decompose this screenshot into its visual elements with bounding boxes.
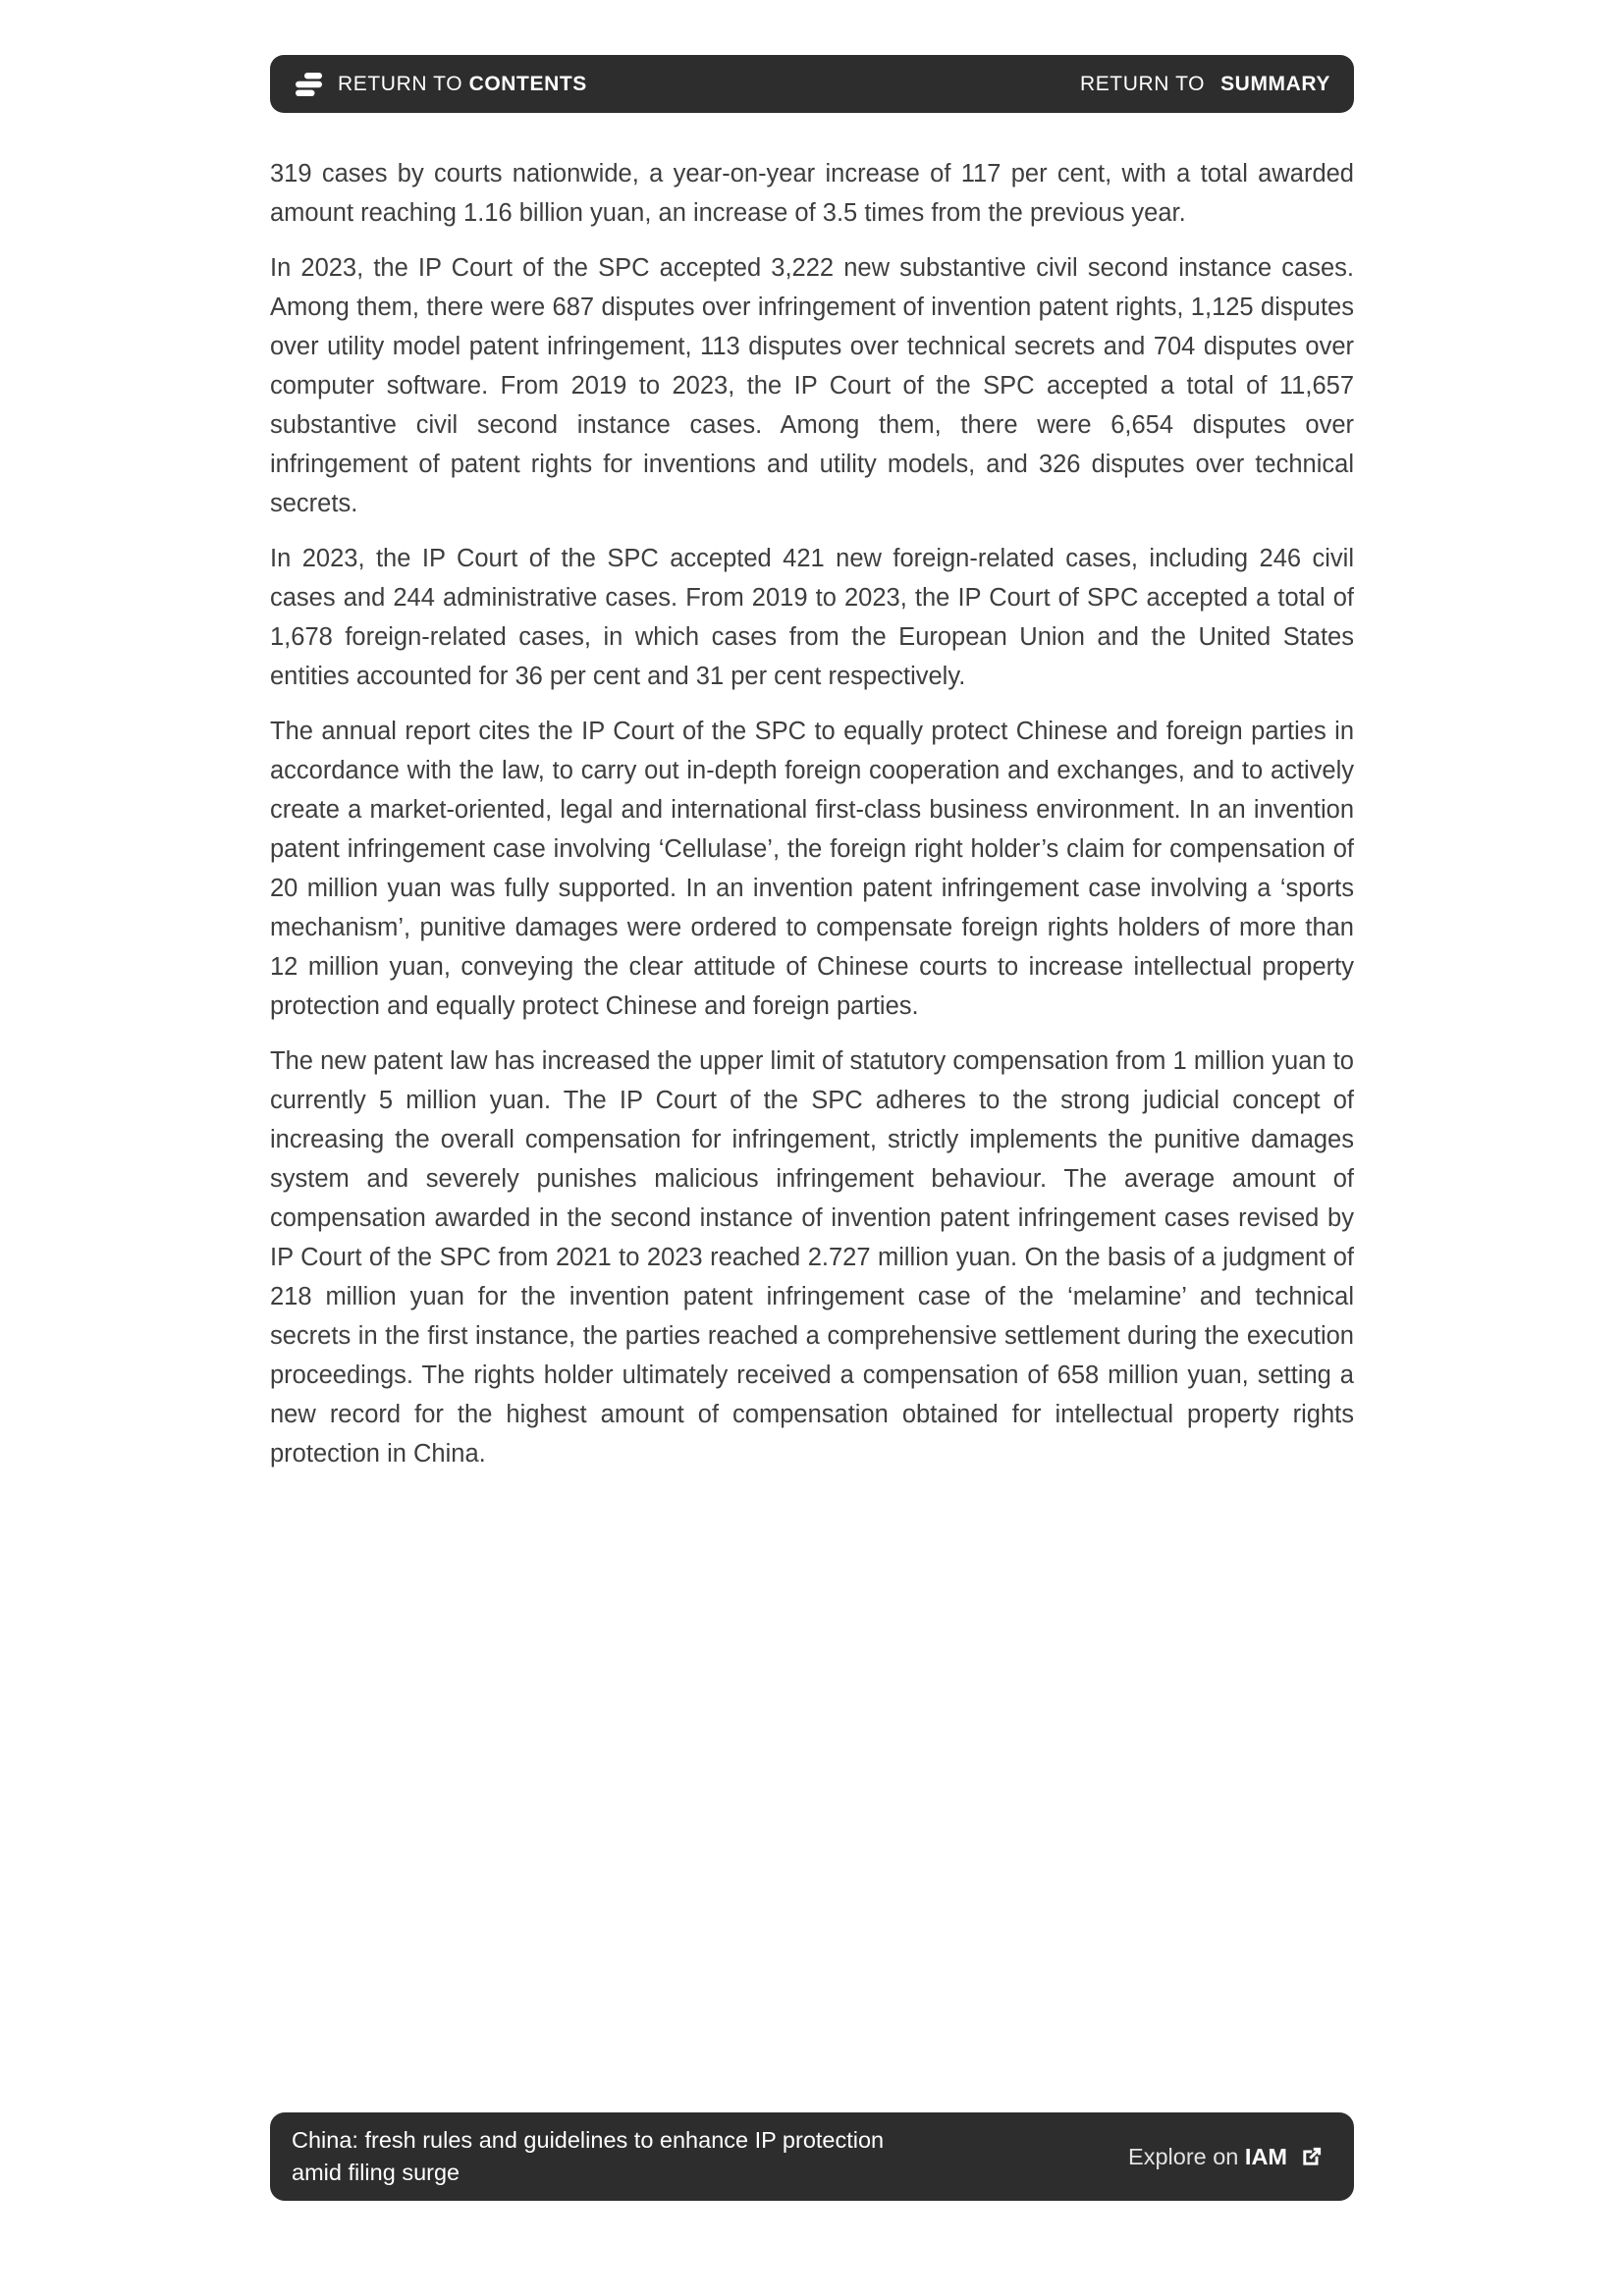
explore-on-iam-link[interactable] (1128, 2144, 1325, 2170)
return-to-contents-link[interactable] (296, 73, 587, 96)
return-to-contents-label: RETURN TO CONTENTS (338, 72, 587, 95)
top-navigation-bar (270, 55, 1354, 113)
body-paragraph: The new patent law has increased the upper limit of statutory compensation from 1 million yuan to currently 5 million yuan. The IP Court of the SPC adheres to the strong judicial concept of increasing the overall compensation for infringement, strictly implements the punitive damages system and severely punishes malicious infringement behaviour. The average amount of compensation awarded in the second instance of invention patent infringement cases revised by IP Court of the SPC from 2021 to 2023 reached 2.727 million yuan. On the basis of a judgment of 218 million yuan for the invention patent infringement case of the ‘melamine’ and technical secrets in the first instance, the parties reached a comprehensive settlement during the execution proceedings. The rights holder ultimately received a compensation of 658 million yuan, setting a new record for the highest amount of compensation obtained for intellectual property rights protection in China. (270, 1047, 1354, 1468)
article-body (270, 154, 1354, 1489)
explore-on-iam-label: Explore on IAM (1128, 2143, 1287, 2169)
return-to-summary-link[interactable]: RETURN TO SUMMARY (1079, 72, 1330, 95)
body-paragraph: The annual report cites the IP Court of the SPC to equally protect Chinese and foreign parties in accordance with the law, to carry out in-depth foreign cooperation and exchanges, and to actively create a market-oriented, legal and international first-class business environment. In an invention patent infringement case involving ‘Cellulase’, the foreign right holder’s claim for compensation of 20 million yuan was fully supported. In an invention patent infringement case involving a ‘sports mechanism’, punitive damages were ordered to compensate foreign rights holders of more than 12 million yuan, conveying the clear attitude of Chinese courts to increase intellectual property protection and equally protect Chinese and foreign parties. (270, 718, 1354, 1020)
body-paragraph: 319 cases by courts nationwide, a year-on-year increase of 117 per cent, with a total awarded amount reaching 1.16 billion yuan, an increase of 3.5 times from the previous year. (270, 160, 1354, 227)
body-paragraph: In 2023, the IP Court of the SPC accepted 421 new foreign-related cases, including 246 civil cases and 244 administrative cases. From 2019 to 2023, the IP Court of SPC accepted a total of 1,678 foreign-related cases, in which cases from the European Union and the United States entities accounted for 36 per cent and 31 per cent respectively. (270, 545, 1354, 690)
external-link-icon (1299, 2144, 1325, 2169)
article-title: China: fresh rules and guidelines to enhance IP protection amid filing surge (292, 2127, 885, 2185)
footer-bar (270, 2112, 1354, 2201)
stack-icon (296, 73, 322, 96)
body-paragraph: In 2023, the IP Court of the SPC accepted 3,222 new substantive civil second instance cases. Among them, there were 687 disputes over infringement of invention patent rights, 1,125 disputes over utility model patent infringement, 113 disputes over technical secrets and 704 disputes over computer software. From 2019 to 2023, the IP Court of the SPC accepted a total of 11,657 substantive civil second instance cases. Among them, there were 6,654 disputes over infringement of patent rights for inventions and utility models, and 326 disputes over technical secrets. (270, 254, 1354, 517)
